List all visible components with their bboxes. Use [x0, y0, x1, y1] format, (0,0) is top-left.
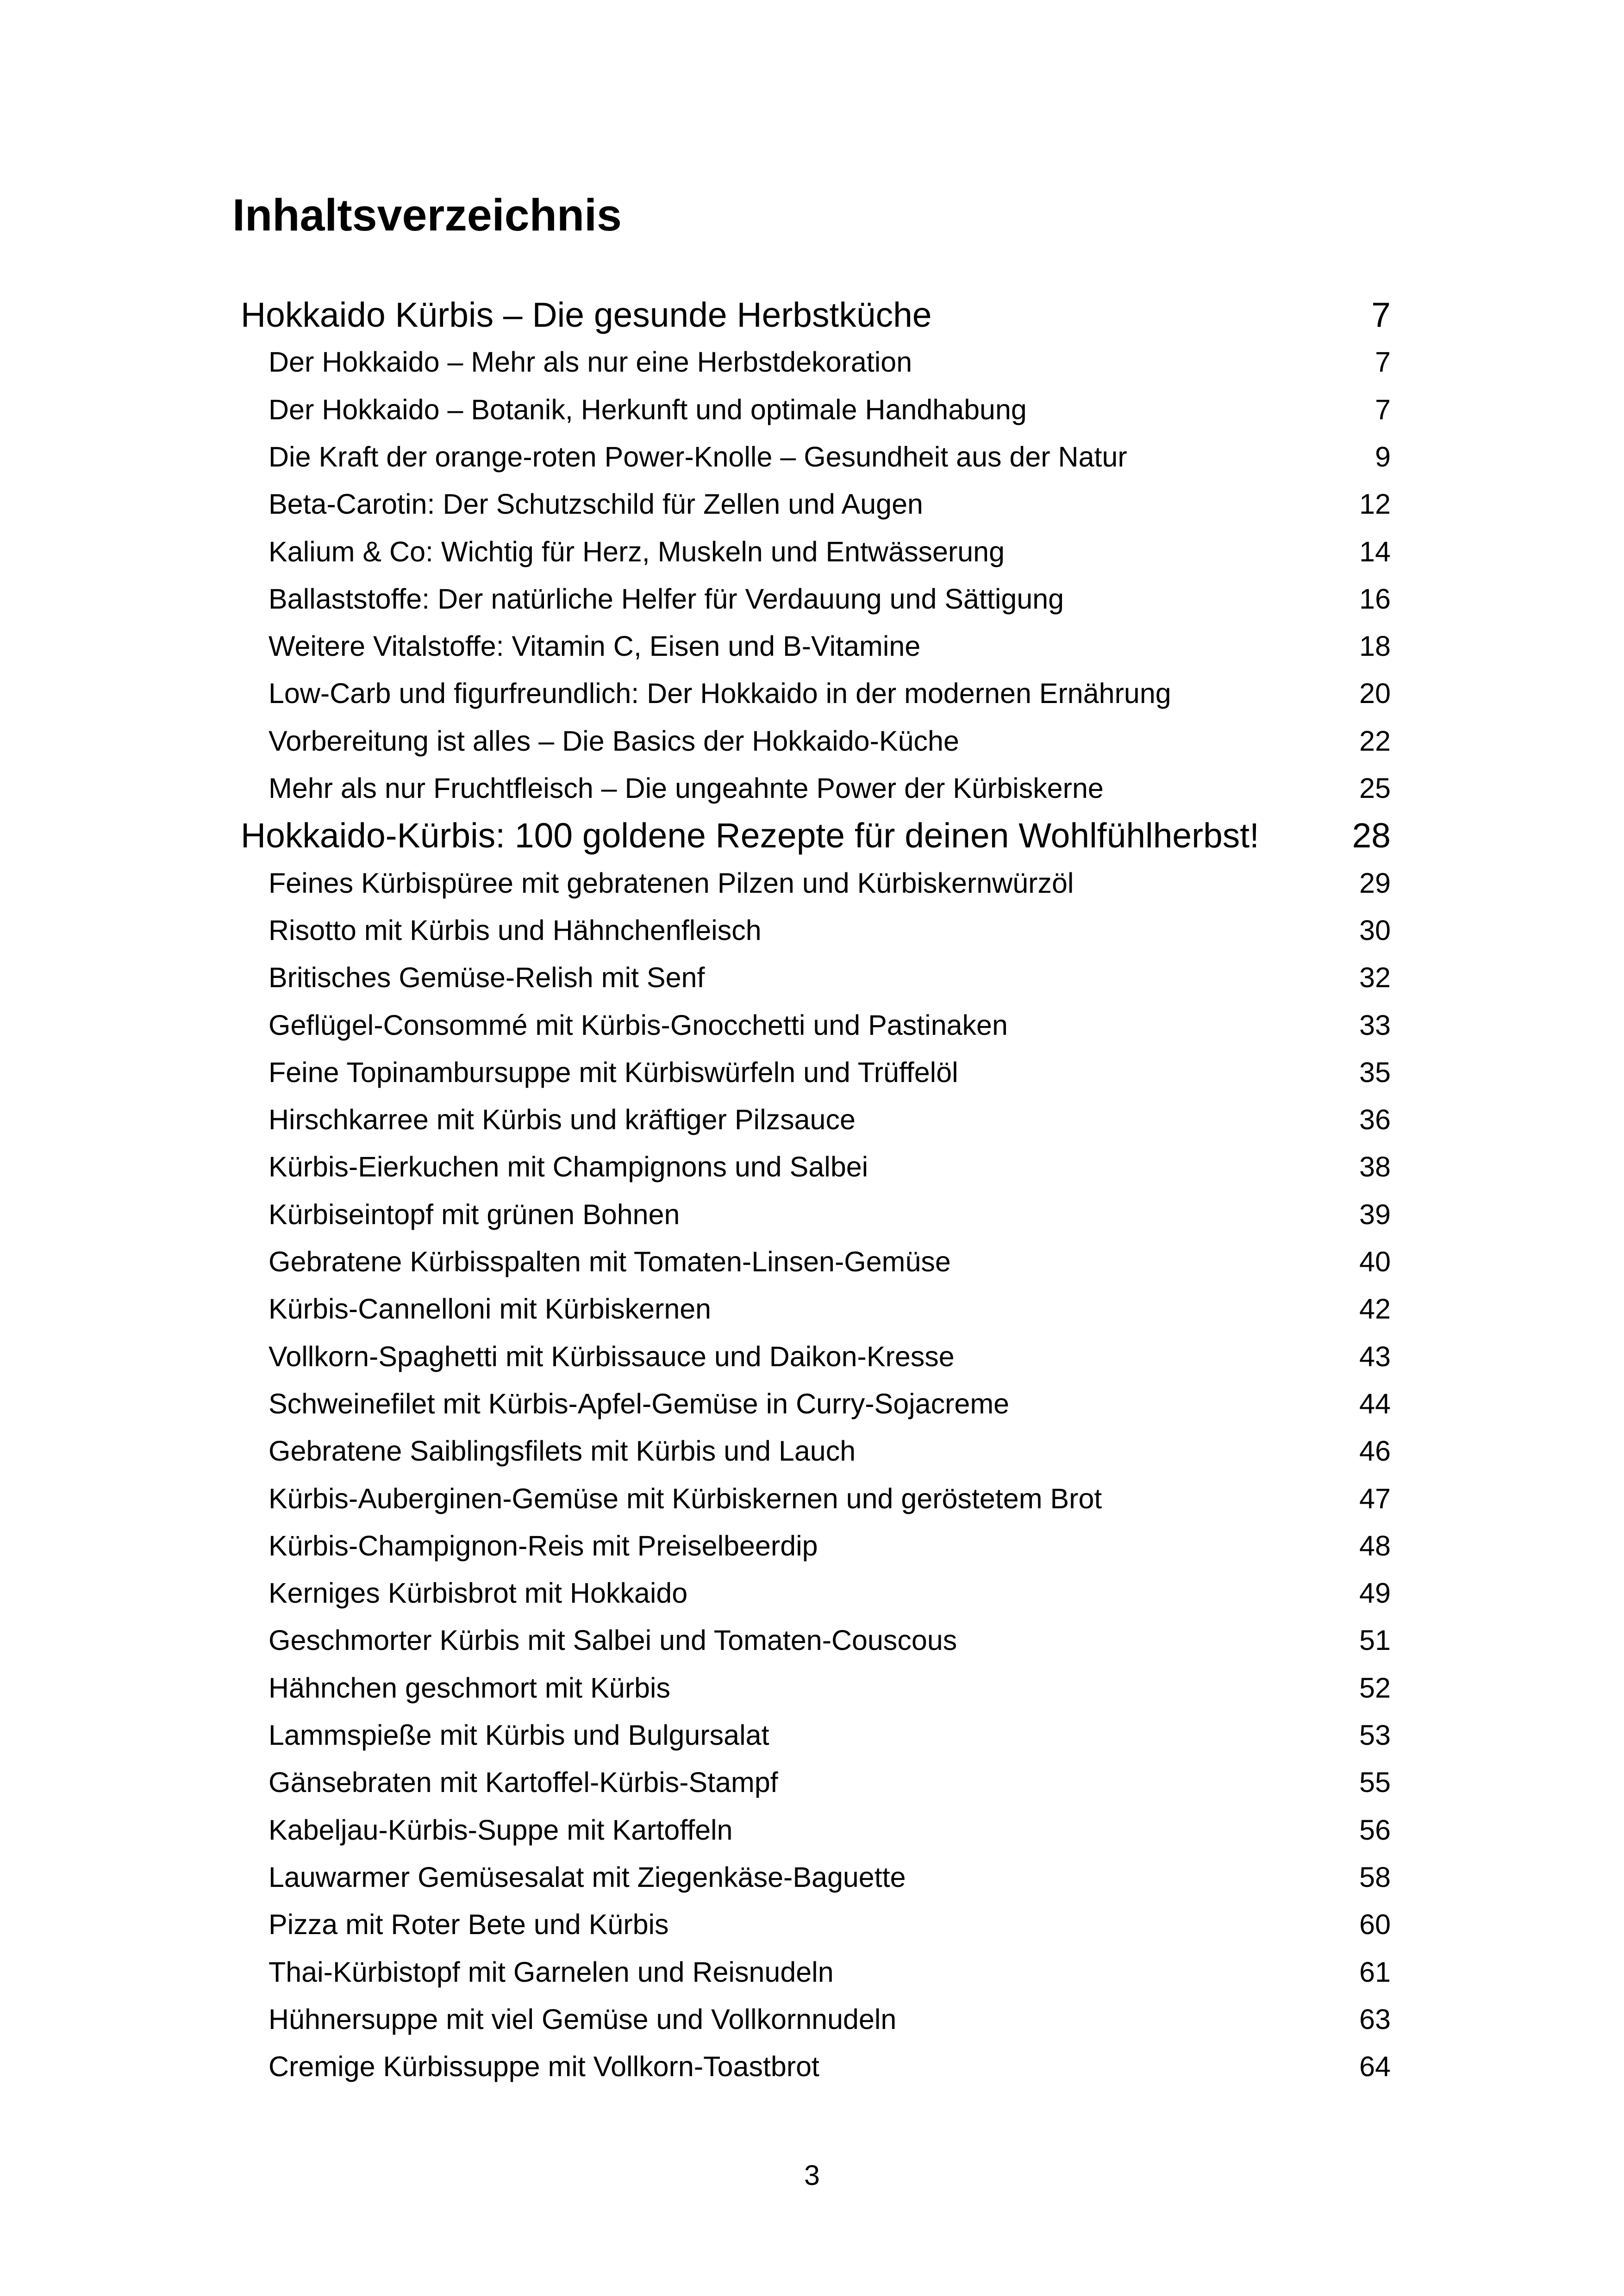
toc-section-entry[interactable] — [0, 1809, 1624, 1851]
toc-section-entry[interactable] — [0, 1099, 1624, 1140]
toc-entry-page-number: 14 — [1359, 536, 1391, 567]
toc-section-entry[interactable] — [0, 625, 1624, 667]
toc-entry-label: Risotto mit Kürbis und Hähnchenfleisch — [269, 915, 762, 946]
toc-entry-label: Schweinefilet mit Kürbis-Apfel-Gemüse in Curry-Sojacreme — [269, 1388, 1010, 1419]
toc-section-entry[interactable] — [0, 1761, 1624, 1803]
toc-entry-label: Weitere Vitalstoffe: Vitamin C, Eisen und B-Vitamine — [269, 630, 921, 662]
toc-entry-page-number: 61 — [1359, 1956, 1391, 1988]
toc-entry-label: Kalium & Co: Wichtig für Herz, Muskeln und Entwässerung — [269, 536, 1005, 567]
toc-section-entry[interactable] — [0, 389, 1624, 430]
toc-entry-page-number: 63 — [1359, 2004, 1391, 2035]
toc-entry-label: Hühnersuppe mit viel Gemüse und Vollkornnudeln — [269, 2004, 897, 2035]
toc-entry-page-number: 36 — [1359, 1104, 1391, 1135]
toc-section-entry[interactable] — [0, 578, 1624, 620]
toc-section-entry[interactable] — [0, 957, 1624, 998]
page-number: 3 — [804, 2159, 820, 2191]
toc-entry-page-number: 16 — [1359, 583, 1391, 615]
toc-entry-page-number: 56 — [1359, 1814, 1391, 1846]
toc-entry-label: Lammspieße mit Kürbis und Bulgursalat — [269, 1719, 769, 1751]
toc-entry-label: Kürbis-Cannelloni mit Kürbiskernen — [269, 1293, 712, 1325]
toc-entry-page-number: 25 — [1359, 772, 1391, 804]
toc-section-entry[interactable] — [0, 1336, 1624, 1377]
toc-entry-label: Kürbis-Champignon-Reis mit Preiselbeerdip — [269, 1530, 818, 1562]
toc-chapter-entry[interactable] — [0, 812, 1624, 859]
toc-entry-page-number: 64 — [1359, 2051, 1391, 2082]
toc-entry-label: Kürbis-Auberginen-Gemüse mit Kürbiskernen und geröstetem Brot — [269, 1483, 1102, 1514]
toc-section-entry[interactable] — [0, 720, 1624, 762]
toc-entry-label: Kabeljau-Kürbis-Suppe mit Kartoffeln — [269, 1814, 733, 1846]
toc-entry-page-number: 52 — [1359, 1672, 1391, 1704]
toc-entry-page-number: 20 — [1359, 678, 1391, 709]
toc-entry-page-number: 43 — [1359, 1341, 1391, 1372]
toc-entry-label: Ballaststoffe: Der natürliche Helfer für Verdauung und Sättigung — [269, 583, 1064, 615]
toc-entry-label: Feines Kürbispüree mit gebratenen Pilzen und Kürbiskernwürzöl — [269, 867, 1074, 899]
toc-entry-page-number: 30 — [1359, 915, 1391, 946]
toc-entry-label: Low-Carb und figurfreundlich: Der Hokkaido in der modernen Ernährung — [269, 678, 1171, 709]
toc-entry-label: Die Kraft der orange-roten Power-Knolle – Gesundheit aus der Natur — [269, 441, 1127, 473]
toc-section-entry[interactable] — [0, 1004, 1624, 1046]
toc-entry-page-number: 49 — [1359, 1577, 1391, 1609]
toc-section-entry[interactable] — [0, 483, 1624, 525]
toc-section-entry[interactable] — [0, 531, 1624, 572]
toc-section-entry[interactable] — [0, 1146, 1624, 1188]
toc-entry-page-number: 53 — [1359, 1719, 1391, 1751]
toc-section-entry[interactable] — [0, 1525, 1624, 1567]
toc-entry-page-number: 32 — [1359, 962, 1391, 993]
toc-entry-label: Hokkaido-Kürbis: 100 goldene Rezepte für deinen Wohlfühlherbst! — [241, 816, 1259, 855]
toc-entry-label: Hirschkarree mit Kürbis und kräftiger Pilzsauce — [269, 1104, 856, 1135]
toc-entry-label: Vollkorn-Spaghetti mit Kürbissauce und Daikon-Kresse — [269, 1341, 955, 1372]
toc-entry-page-number: 9 — [1375, 441, 1391, 473]
toc-section-entry[interactable] — [0, 672, 1624, 714]
toc-entry-page-number: 44 — [1359, 1388, 1391, 1419]
toc-entry-page-number: 18 — [1359, 630, 1391, 662]
toc-entry-label: Mehr als nur Fruchtfleisch – Die ungeahnte Power der Kürbiskerne — [269, 772, 1104, 804]
toc-section-entry[interactable] — [0, 1951, 1624, 1993]
toc-entry-page-number: 12 — [1359, 488, 1391, 520]
toc-entry-page-number: 7 — [1371, 295, 1391, 334]
toc-section-entry[interactable] — [0, 1619, 1624, 1661]
toc-section-entry[interactable] — [0, 436, 1624, 478]
toc-section-entry[interactable] — [0, 1383, 1624, 1425]
toc-section-entry[interactable] — [0, 1052, 1624, 1093]
toc-section-entry[interactable] — [0, 1194, 1624, 1235]
toc-section-entry[interactable] — [0, 1904, 1624, 1945]
toc-entry-label: Kürbiseintopf mit grünen Bohnen — [269, 1199, 680, 1230]
toc-section-entry[interactable] — [0, 1241, 1624, 1282]
toc-entry-label: Lauwarmer Gemüsesalat mit Ziegenkäse-Baguette — [269, 1861, 906, 1893]
toc-entry-page-number: 33 — [1359, 1009, 1391, 1041]
toc-entry-label: Pizza mit Roter Bete und Kürbis — [269, 1909, 669, 1940]
toc-section-entry[interactable] — [0, 1288, 1624, 1330]
toc-entry-page-number: 48 — [1359, 1530, 1391, 1562]
toc-entry-page-number: 38 — [1359, 1151, 1391, 1182]
toc-entry-page-number: 47 — [1359, 1483, 1391, 1514]
toc-section-entry[interactable] — [0, 1667, 1624, 1709]
toc-entry-page-number: 28 — [1352, 816, 1391, 855]
toc-entry-page-number: 60 — [1359, 1909, 1391, 1940]
toc-entry-page-number: 55 — [1359, 1767, 1391, 1798]
toc-entry-label: Geflügel-Consommé mit Kürbis-Gnocchetti und Pastinaken — [269, 1009, 1008, 1041]
toc-entry-label: Kürbis-Eierkuchen mit Champignons und Salbei — [269, 1151, 868, 1182]
toc-section-entry[interactable] — [0, 1998, 1624, 2040]
toc-entry-label: Vorbereitung ist alles – Die Basics der Hokkaido-Küche — [269, 725, 959, 757]
toc-entry-label: Feine Topinambursuppe mit Kürbiswürfeln und Trüffelöl — [269, 1057, 958, 1088]
toc-section-entry[interactable] — [0, 862, 1624, 904]
toc-section-entry[interactable] — [0, 1856, 1624, 1898]
toc-entry-label: Gebratene Kürbisspalten mit Tomaten-Linsen-Gemüse — [269, 1246, 951, 1277]
toc-entry-page-number: 7 — [1375, 394, 1391, 425]
toc-section-entry[interactable] — [0, 1714, 1624, 1756]
toc-entry-label: Der Hokkaido – Botanik, Herkunft und optimale Handhabung — [269, 394, 1027, 425]
toc-entry-page-number: 7 — [1375, 346, 1391, 378]
toc-entry-page-number: 51 — [1359, 1624, 1391, 1656]
toc-entry-page-number: 35 — [1359, 1057, 1391, 1088]
toc-entry-page-number: 40 — [1359, 1246, 1391, 1277]
toc-entry-label: Hokkaido Kürbis – Die gesunde Herbstküche — [241, 295, 932, 334]
toc-entry-page-number: 42 — [1359, 1293, 1391, 1325]
toc-chapter-entry[interactable] — [0, 292, 1624, 338]
toc-entry-label: Geschmorter Kürbis mit Salbei und Tomaten-Couscous — [269, 1624, 957, 1656]
toc-entry-label: Hähnchen geschmort mit Kürbis — [269, 1672, 670, 1704]
toc-entry-label: Beta-Carotin: Der Schutzschild für Zellen und Augen — [269, 488, 923, 520]
toc-entry-label: Der Hokkaido – Mehr als nur eine Herbstdekoration — [269, 346, 912, 378]
toc-entry-page-number: 29 — [1359, 867, 1391, 899]
toc-section-entry[interactable] — [0, 1572, 1624, 1614]
toc-entry-page-number: 58 — [1359, 1861, 1391, 1893]
toc-entry-label: Kerniges Kürbisbrot mit Hokkaido — [269, 1577, 688, 1609]
toc-entry-label: Cremige Kürbissuppe mit Vollkorn-Toastbrot — [269, 2051, 820, 2082]
toc-entry-page-number: 22 — [1359, 725, 1391, 757]
toc-section-entry[interactable] — [0, 1478, 1624, 1519]
toc-section-entry[interactable] — [0, 767, 1624, 809]
toc-entry-label: Thai-Kürbistopf mit Garnelen und Reisnudeln — [269, 1956, 834, 1988]
page-title: Inhaltsverzeichnis — [232, 190, 622, 240]
toc-entry-label: Gebratene Saiblingsfilets mit Kürbis und Lauch — [269, 1435, 856, 1467]
toc-entry-label: Britisches Gemüse-Relish mit Senf — [269, 962, 705, 993]
toc-section-entry[interactable] — [0, 341, 1624, 383]
toc-entry-page-number: 46 — [1359, 1435, 1391, 1467]
toc-section-entry[interactable] — [0, 1430, 1624, 1472]
toc-section-entry[interactable] — [0, 2046, 1624, 2087]
toc-section-entry[interactable] — [0, 909, 1624, 951]
toc-entry-page-number: 39 — [1359, 1199, 1391, 1230]
toc-entry-label: Gänsebraten mit Kartoffel-Kürbis-Stampf — [269, 1767, 778, 1798]
